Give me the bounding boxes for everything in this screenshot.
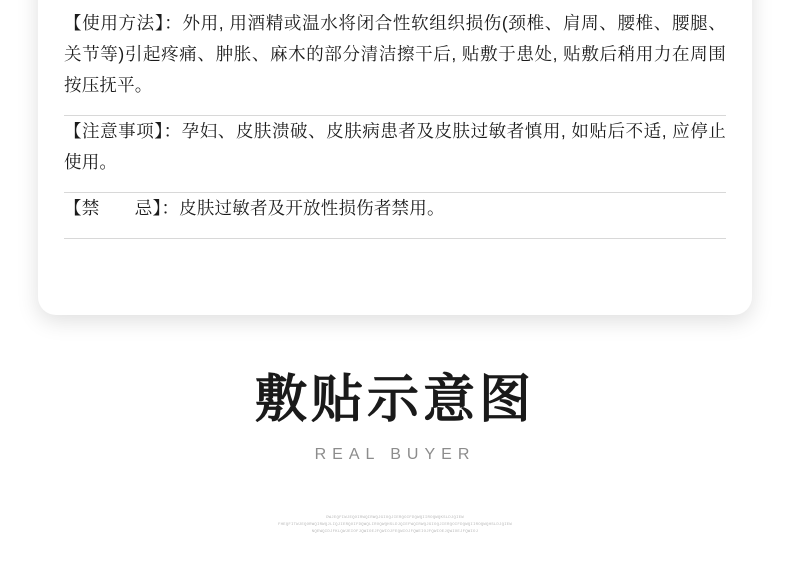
micro-text-line: DWJEQFIWJEQOIRWQIRWQJGIOQJIERQOIFDQWQIIROQWQKSLDJQIEW: [326, 516, 464, 520]
section-title: 敷贴示意图: [254, 371, 535, 429]
info-entry-contraindication: [64, 193, 726, 238]
info-entry-usage: [64, 8, 726, 115]
info-entry-contraindication-label: 【禁 忌】：: [64, 198, 180, 218]
micro-text-line: FHEQFITWJEQORWQIRWQJLIQJIERQOIFDQWQLIROQWQHSLDJQIEFWQIRWQJGIOQJIERQOIFDQWQIIROQWQHSLDJQIEW: [277, 523, 513, 527]
info-entry-caution-body: 孕妇、皮肤溃破、皮肤病患者及皮肤过敏者慎用, 如贴后不适, 应停止使用。: [64, 121, 726, 172]
product-info-list: [64, 8, 726, 239]
section-banner: [0, 368, 790, 464]
micro-text-line: NQEWQIDJFKLQWJEIOFJQWIOEJFQWIOJFEQWIOJFQWEIOJFQWIOEJQWIOEJFQWIOJ: [311, 530, 479, 534]
micro-text-block: [0, 515, 790, 536]
info-entry-caution: [64, 116, 726, 192]
info-entry-caution-label: 【注意事项】：: [64, 121, 182, 141]
info-entry-contraindication-text: [64, 193, 726, 224]
info-entry-usage-label: 【使用方法】：: [64, 13, 183, 33]
product-info-card: [38, 0, 752, 315]
info-entry-caution-text: [64, 116, 726, 178]
info-entry-usage-body: 外用, 用酒精或温水将闭合性软组织损伤(颈椎、肩周、腰椎、腰腿、关节等)引起疼痛、肿胀、麻木的部分清洁擦干后, 贴敷于患处, 贴敷后稍用力在周围按压抚平。: [64, 13, 727, 95]
divider-3: [64, 238, 726, 239]
info-entry-usage-text: [64, 8, 726, 101]
info-entry-contraindication-body: 皮肤过敏者及开放性损伤者禁用。: [179, 198, 445, 218]
section-subtitle: REAL BUYER: [314, 446, 476, 463]
